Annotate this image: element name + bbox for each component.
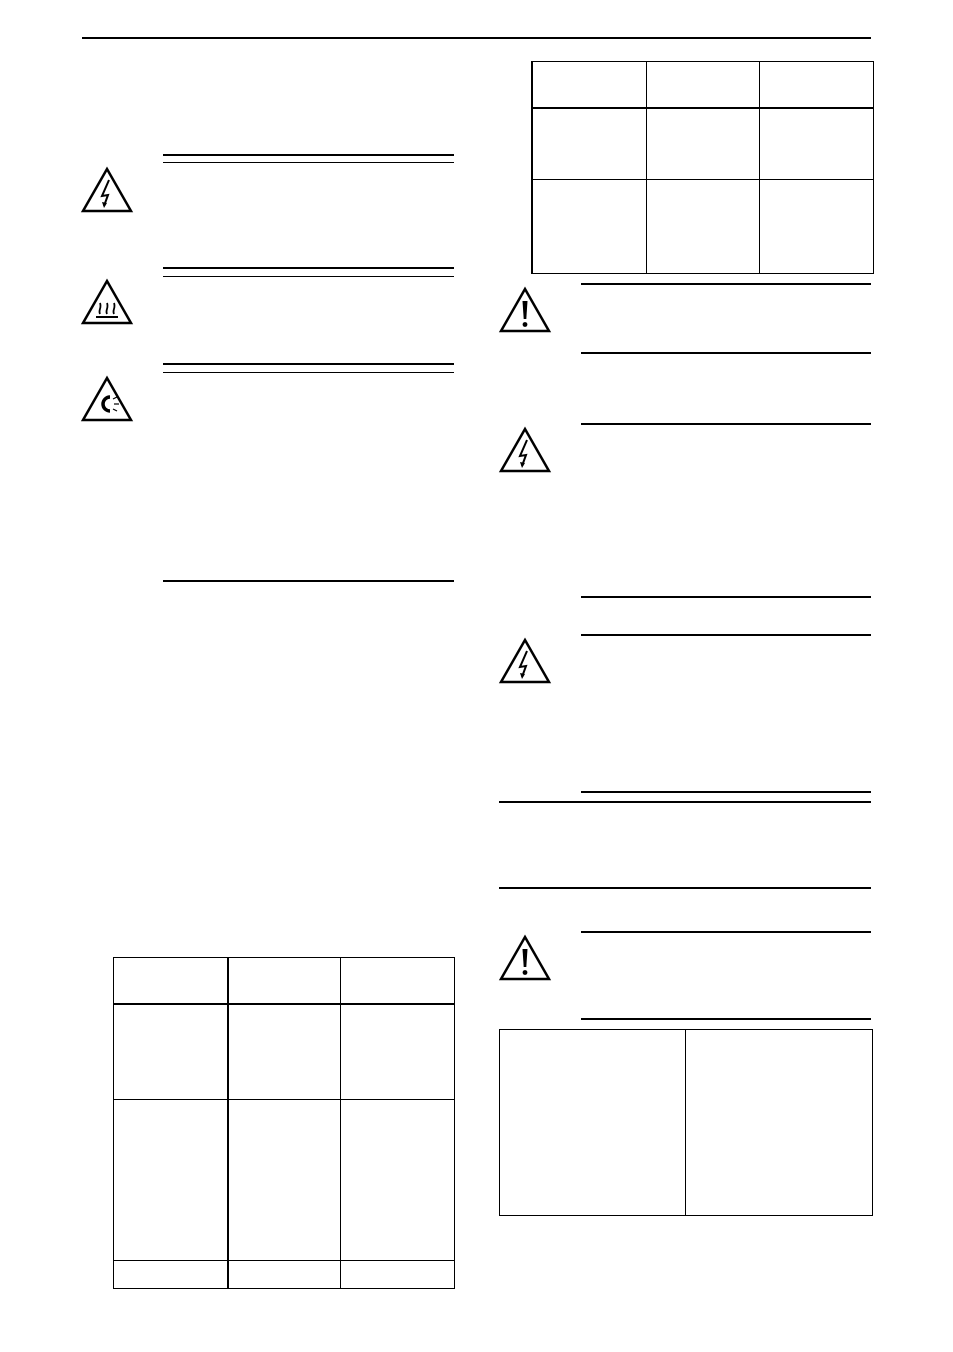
table-cell bbox=[532, 108, 646, 180]
table-cell bbox=[228, 1261, 341, 1289]
note-rule-top bbox=[499, 801, 871, 803]
table-cell bbox=[646, 62, 759, 108]
warning-rule-top bbox=[163, 267, 454, 269]
table-row bbox=[114, 1004, 455, 1100]
table-row bbox=[500, 1030, 873, 1216]
caution-rule-top bbox=[581, 931, 871, 933]
warning-rule-top-thin bbox=[163, 372, 454, 373]
table-row bbox=[114, 1261, 455, 1289]
electric-shock-warning-icon bbox=[498, 426, 552, 474]
caution-rule-bottom bbox=[581, 1018, 871, 1020]
table-row bbox=[532, 180, 873, 274]
table-cell bbox=[646, 108, 759, 180]
table-cell bbox=[228, 1004, 341, 1100]
magnetic-field-warning-icon bbox=[80, 375, 134, 423]
table-cell bbox=[646, 180, 759, 274]
table-cell bbox=[759, 62, 873, 108]
electric-shock-warning-icon bbox=[498, 637, 552, 685]
table-cell bbox=[114, 1261, 228, 1289]
warning-rule-top bbox=[581, 634, 871, 636]
warning-rule-bottom bbox=[581, 596, 871, 598]
table-cell bbox=[341, 1261, 455, 1289]
specification-table-right bbox=[531, 61, 874, 274]
specification-table-left bbox=[113, 957, 455, 1289]
table-cell bbox=[341, 1004, 455, 1100]
table-row bbox=[114, 958, 455, 1004]
table-cell bbox=[228, 1100, 341, 1261]
caution-exclamation-icon bbox=[498, 934, 552, 982]
table-cell bbox=[500, 1030, 686, 1216]
page-top-rule bbox=[82, 37, 871, 39]
note-rule-bottom bbox=[499, 887, 871, 889]
caution-rule-bottom bbox=[581, 352, 871, 354]
warning-rule-top-thin bbox=[163, 276, 454, 277]
hot-surface-warning-icon bbox=[80, 278, 134, 326]
table-cell bbox=[114, 958, 228, 1004]
table-cell bbox=[341, 958, 455, 1004]
table-cell bbox=[532, 62, 646, 108]
table-cell bbox=[114, 1004, 228, 1100]
table-cell bbox=[228, 958, 341, 1004]
warning-rule-top bbox=[163, 363, 454, 365]
warning-rule-bottom bbox=[163, 580, 454, 582]
caution-exclamation-icon bbox=[498, 286, 552, 334]
warning-rule-top-thin bbox=[163, 162, 454, 163]
table-cell bbox=[114, 1100, 228, 1261]
table-cell bbox=[759, 108, 873, 180]
electric-shock-warning-icon bbox=[80, 166, 134, 214]
table-row bbox=[532, 108, 873, 180]
warning-rule-top bbox=[581, 423, 871, 425]
warning-rule-top bbox=[163, 154, 454, 156]
table-cell bbox=[532, 180, 646, 274]
caution-rule-top bbox=[581, 283, 871, 285]
warning-rule-bottom bbox=[581, 791, 871, 793]
table-cell bbox=[686, 1030, 873, 1216]
table-row bbox=[114, 1100, 455, 1261]
info-table-right bbox=[499, 1029, 873, 1216]
table-cell bbox=[759, 180, 873, 274]
table-row bbox=[532, 62, 873, 108]
table-cell bbox=[341, 1100, 455, 1261]
